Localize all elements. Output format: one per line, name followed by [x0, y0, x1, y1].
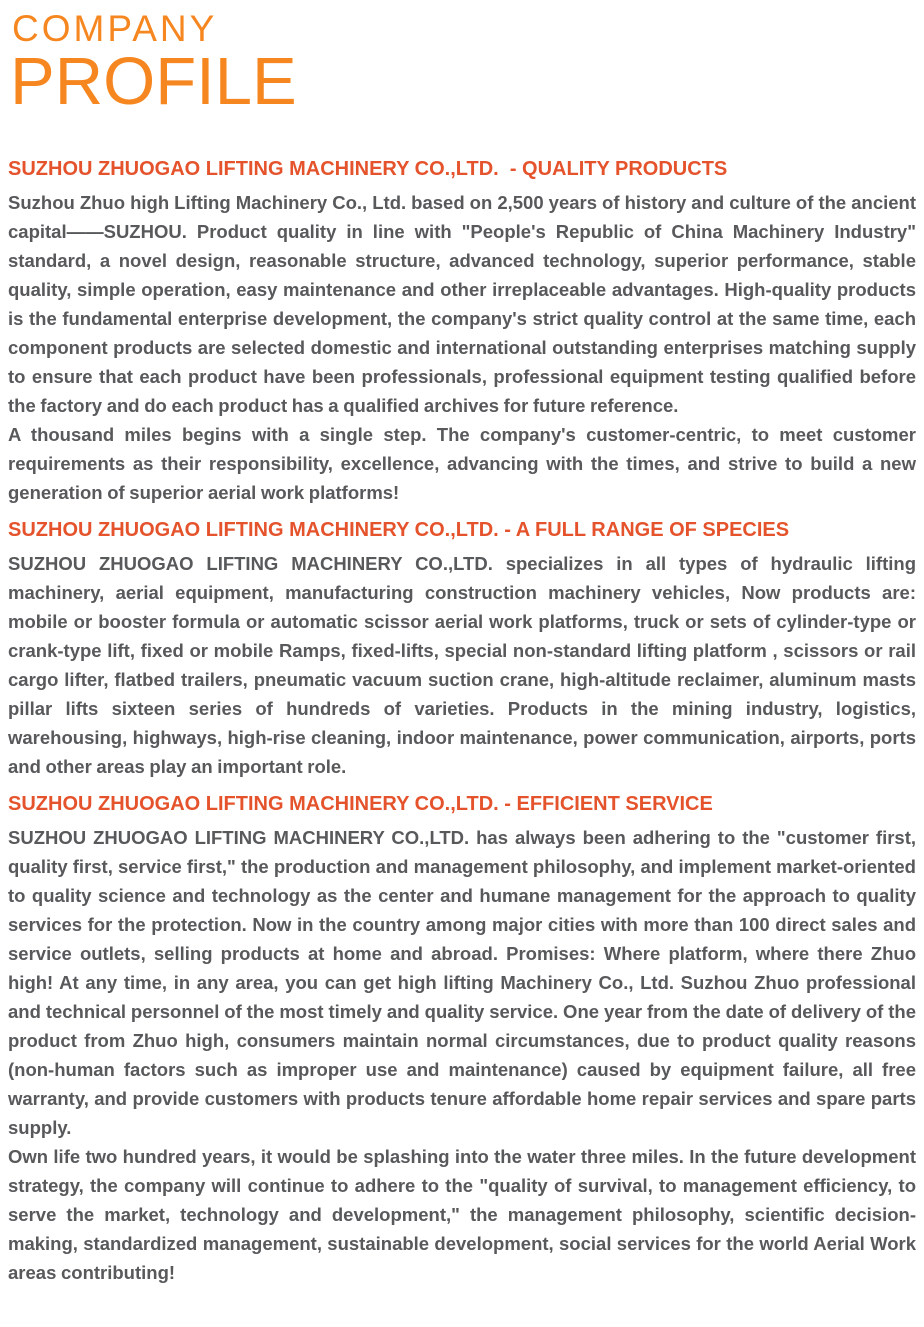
title-company-text: COMPANY	[12, 8, 218, 49]
section-paragraph: Own life two hundred years, it would be splashing into the water three miles. In the future development strategy, the company will continue to adhere to the "quality of survival, to management efficiency, to serve the market, technology and development," the management philosophy, scientific decision-making, standardized management, sustainable development, social services for the world Aerial Work areas contributing!	[8, 1145, 916, 1283]
section-efficient-service	[8, 793, 916, 1287]
section-paragraph: Suzhou Zhuo high Lifting Machinery Co., Ltd. based on 2,500 years of history and culture of the ancient capital——SUZHOU. Product quality in line with "People's Republic of China Machinery Industry" standard, a novel design, reasonable structure, advanced technology, superior performance, stable quality, simple operation, easy maintenance and other irreplaceable advantages. High-quality products is the fundamental enterprise development, the company's strict quality control at the same time, each component products are selected domestic and international outstanding enterprises matching supply to ensure that each product have been professionals, professional equipment testing qualified before the factory and do each product has a qualified archives for future reference.	[8, 191, 916, 416]
section-paragraph: A thousand miles begins with a single step. The company's customer-centric, to meet customer requirements as their responsibility, excellence, advancing with the times, and strive to build a new generation of superior aerial work platforms!	[8, 423, 916, 503]
title-profile-text: PROFILE	[10, 44, 297, 119]
section-quality-products	[8, 158, 916, 507]
section-full-range-of-species	[8, 519, 916, 781]
page-title	[10, 8, 916, 119]
section-paragraph: SUZHOU ZHUOGAO LIFTING MACHINERY CO.,LTD. specializes in all types of hydraulic lifting machinery, aerial equipment, manufacturing construction machinery vehicles, Now products are: mobile or booster formula or automatic scissor aerial work platforms, truck or sets of cylinder-type or crank-type lift, fixed or mobile Ramps, fixed-lifts, special non-standard lifting platform , scissors or rail cargo lifter, flatbed trailers, pneumatic vacuum suction crane, high-altitude reclaimer, aluminum masts pillar lifts sixteen series of hundreds of varieties. Products in the mining industry, logistics, warehousing, highways, high-rise cleaning, indoor maintenance, power communication, airports, ports and other areas play an important role.	[8, 552, 916, 777]
section-heading-efficient-service: SUZHOU ZHUOGAO LIFTING MACHINERY CO.,LTD. - EFFICIENT SERVICE	[8, 792, 713, 815]
section-heading-quality-products: SUZHOU ZHUOGAO LIFTING MACHINERY CO.,LTD. - QUALITY PRODUCTS	[8, 157, 728, 180]
section-heading-full-range-of-species: SUZHOU ZHUOGAO LIFTING MACHINERY CO.,LTD. - A FULL RANGE OF SPECIES	[8, 518, 790, 541]
section-paragraph: SUZHOU ZHUOGAO LIFTING MACHINERY CO.,LTD. has always been adhering to the "customer first, quality first, service first," the production and management philosophy, and implement market-oriented to quality science and technology as the center and humane management for the approach to quality services for the protection. Now in the country among major cities with more than 100 direct sales and service outlets, selling products at home and abroad. Promises: Where platform, where there Zhuo high! At any time, in any area, you can get high lifting Machinery Co., Ltd. Suzhou Zhuo professional and technical personnel of the most timely and quality service. One year from the date of delivery of the product from Zhuo high, consumers maintain normal circumstances, due to product quality reasons (non-human factors such as improper use and maintenance) caused by equipment failure, all free warranty, and provide customers with products tenure affordable home repair services and spare parts supply.	[8, 826, 916, 1138]
